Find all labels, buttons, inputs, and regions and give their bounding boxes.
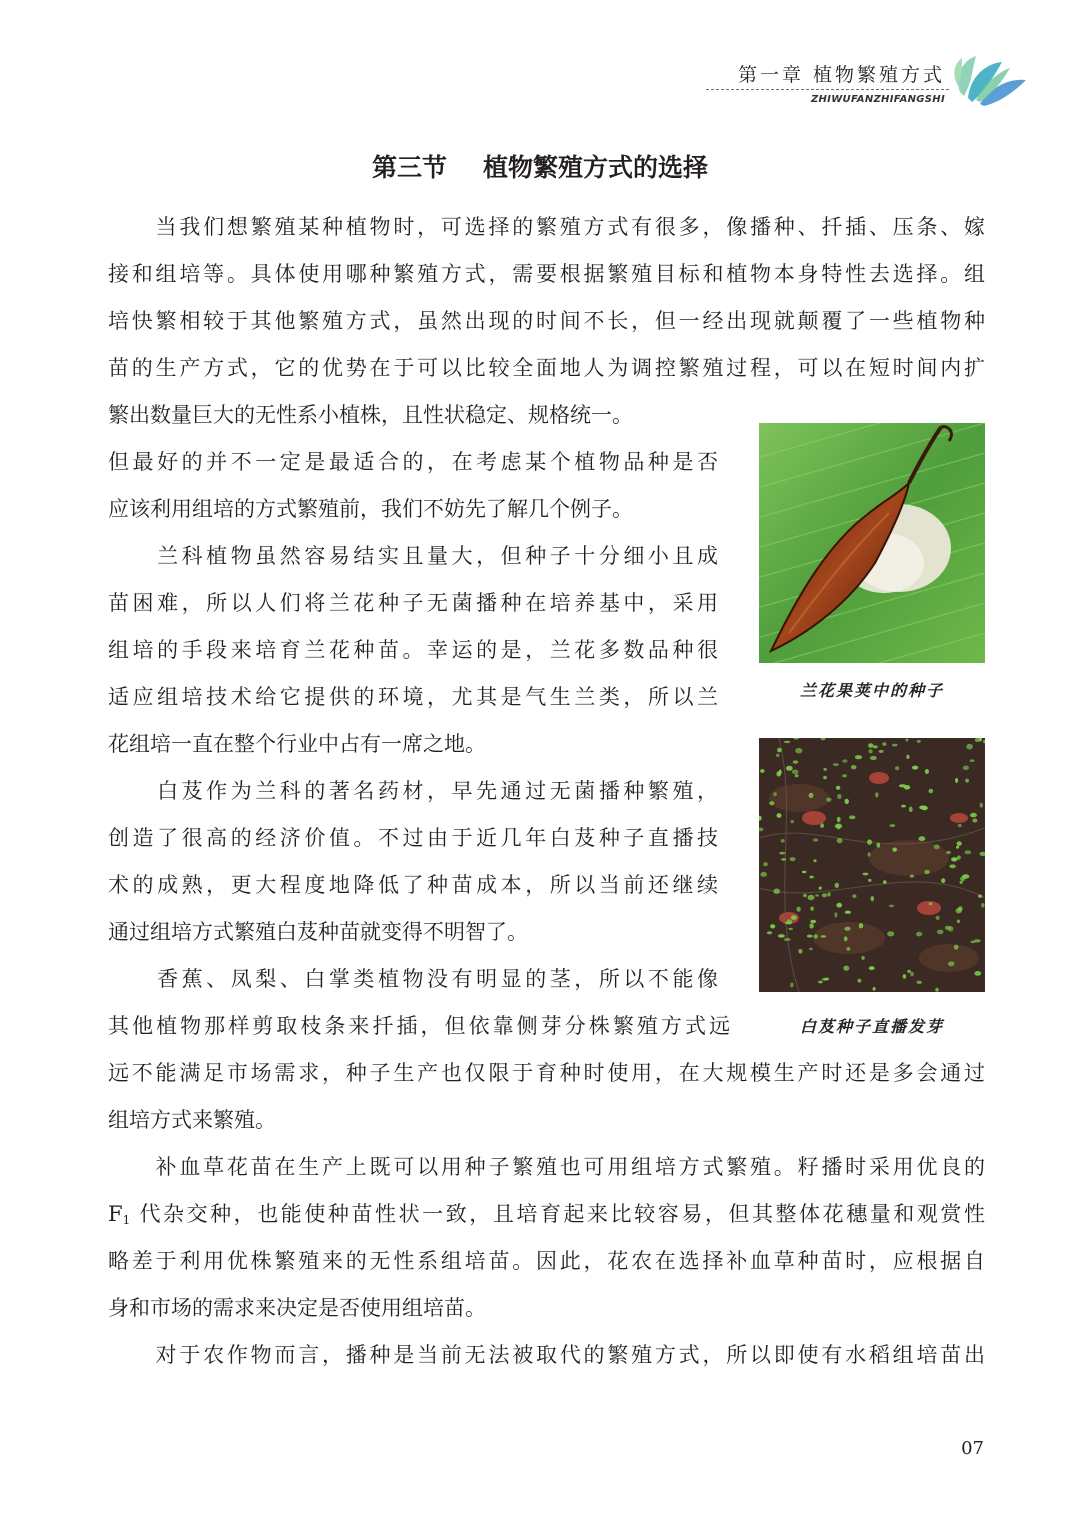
sprout-dot	[924, 870, 929, 874]
body-line: 香蕉、凤梨、白掌类植物没有明显的茎，所以不能像	[108, 967, 718, 991]
sprout-dot	[906, 755, 909, 759]
body-line: 白芨作为兰科的著名药材，早先通过无菌播种繁殖，	[108, 779, 718, 803]
sprout-dot	[790, 983, 793, 988]
section-number: 第三节	[371, 153, 447, 182]
sprout-dot	[822, 978, 828, 981]
sprout-dot	[873, 745, 878, 748]
sprout-dot	[803, 894, 807, 897]
sprout-dot	[916, 981, 922, 984]
sprout-dot	[956, 908, 962, 913]
sprout-dot	[798, 949, 802, 954]
sprout-dot	[859, 923, 863, 928]
body-line: 创造了很高的经济价值。不过由于近几年白芨种子直播技	[108, 826, 718, 850]
sprout-dot	[845, 911, 851, 914]
body-line: 花组培一直在整个行业中占有一席之地。	[108, 732, 486, 756]
sprout-dot	[954, 945, 959, 950]
sprout-dot	[773, 889, 780, 894]
sprout-dot	[910, 875, 914, 878]
sprout-dot	[978, 895, 982, 898]
sprout-dot	[851, 765, 857, 769]
sprout-dot	[889, 905, 894, 908]
sprout-dot	[970, 813, 977, 818]
sprout-dot	[871, 896, 875, 901]
sprout-dot	[934, 845, 940, 850]
sprout-dot	[892, 744, 898, 747]
sprout-dot	[777, 748, 782, 753]
sprout-dot	[909, 807, 913, 813]
sprout-dot	[960, 876, 965, 881]
section-name: 植物繁殖方式的选择	[483, 153, 709, 182]
sprout-dot	[792, 770, 799, 775]
sprout-dot	[958, 824, 962, 827]
sprout-dot	[810, 907, 814, 911]
sprout-dot	[784, 938, 791, 941]
sprout-dot	[760, 872, 767, 877]
sprout-dot	[892, 848, 897, 852]
sprout-dot	[795, 748, 802, 754]
sprout-dot	[875, 792, 878, 797]
sprout-dot	[820, 935, 826, 938]
sprout-dot	[844, 927, 850, 931]
body-line: 远不能满足市场需求，种子生产也仅限于育种时使用，在大规模生产时还是多会通过	[108, 1061, 985, 1085]
sprout-dot	[869, 966, 875, 970]
sprout-dot	[919, 806, 926, 810]
sprout-dot	[791, 915, 797, 920]
body-text: 代杂交种，也能使种苗性状一致，且培育起来比较容易，但其整体花穗量和观赏性	[130, 1202, 985, 1226]
sprout-dot	[972, 819, 977, 823]
sprout-dot	[787, 919, 793, 924]
page-number: 07	[961, 1438, 984, 1459]
sprout-dot	[956, 846, 959, 849]
chapter-title: 第一章 植物繁殖方式	[737, 64, 945, 86]
sprout-dot	[818, 981, 823, 984]
sprout-dot	[949, 864, 956, 868]
sprout-dot	[781, 858, 786, 860]
sprout-dot	[951, 857, 958, 861]
body-line: 但最好的并不一定是最适合的，在考虑某个植物品种是否	[108, 450, 718, 474]
sprout-dot	[855, 755, 862, 759]
sprout-dot	[974, 939, 981, 942]
sprout-dot	[965, 779, 969, 783]
f-label: F	[108, 1202, 123, 1226]
sprout-dot	[879, 750, 884, 753]
sprout-dot	[975, 738, 980, 742]
sprout-dot	[809, 876, 813, 879]
body-line: 术的成熟，更大程度地降低了种苗成本，所以当前还继续	[108, 873, 718, 897]
sprout-dot	[835, 824, 842, 829]
sprout-dot	[847, 947, 851, 951]
sprout-dot	[957, 841, 962, 846]
sprout-dot	[809, 923, 813, 928]
sprout-dot	[836, 903, 842, 908]
sprout-dot	[901, 805, 906, 808]
sprout-dot	[795, 774, 799, 777]
sprout-dot	[929, 902, 933, 905]
sprout-dot	[868, 743, 873, 748]
sprout-dot	[808, 895, 815, 900]
sprout-dot	[869, 749, 873, 753]
sprout-dot	[925, 769, 929, 774]
sprout-dot	[981, 903, 985, 908]
sprout-dot	[837, 817, 841, 822]
chapter-pinyin: ZHIWUFANZHIFANGSHI	[810, 94, 945, 105]
sprout-dot	[820, 823, 824, 828]
sprout-dot	[842, 759, 847, 762]
sprout-dot	[858, 979, 862, 983]
body-line: 苗困难，所以人们将兰花种子无菌播种在培养基中，采用	[108, 591, 718, 615]
sprout-dot	[945, 926, 951, 930]
sprout-dot	[827, 892, 830, 896]
sprout-dot	[907, 970, 910, 973]
sprout-dot	[844, 936, 848, 941]
sprout-dot	[882, 742, 886, 746]
sprout-dot	[810, 920, 816, 924]
sprout-dot	[837, 794, 841, 799]
header-divider	[706, 89, 949, 90]
sprout-dot	[935, 988, 939, 992]
sprout-dot	[763, 862, 768, 866]
sprout-dot	[819, 887, 822, 890]
sprout-dot	[867, 839, 872, 844]
sprout-dot	[834, 912, 837, 917]
f-subscript: 1	[122, 1213, 131, 1227]
sprout-dot	[883, 880, 887, 884]
sprout-dot	[773, 792, 777, 796]
sprout-dot	[835, 883, 839, 888]
sprout-dot	[861, 956, 864, 960]
sprout-dot	[823, 776, 827, 779]
body-line: 适应组培技术给它提供的环境，尤其是气生兰类，所以兰	[108, 685, 718, 709]
sprout-dot	[849, 815, 856, 819]
sprout-dot	[941, 878, 945, 883]
sprout-dot	[776, 754, 780, 757]
sprout-dot	[814, 934, 818, 938]
sprout-dot	[767, 931, 772, 934]
body-line: 组培的手段来培育兰花种苗。幸运的是，兰花多数品种很	[108, 638, 718, 662]
sprout-dot	[778, 934, 785, 938]
sprout-dot	[815, 894, 819, 896]
body-line-f1	[108, 1191, 985, 1244]
sprout-dot	[843, 966, 849, 971]
section-title	[0, 148, 1080, 184]
bletilla-sprouts-photo	[759, 738, 985, 992]
sprout-dot	[868, 852, 871, 856]
sprout-dot	[910, 972, 914, 977]
sprout-dot	[826, 798, 831, 802]
sprout-dot	[809, 948, 813, 951]
body-line: 略差于利用优株繁殖来的无性系组培苗。因此，花农在选择补血草种苗时，应根据自	[108, 1249, 985, 1273]
body-line: 接和组培等。具体使用哪种繁殖方式，需要根据繁殖目标和植物本身特性去选择。组	[108, 262, 985, 286]
sprout-dot	[845, 799, 849, 804]
body-line: 兰科植物虽然容易结实且量大，但种子十分细小且成	[108, 544, 718, 568]
sprout-dot	[937, 930, 944, 935]
body-line: 补血草花苗在生产上既可以用种子繁殖也可用组培方式繁殖。籽播时采用优良的	[108, 1155, 985, 1179]
sprout-dot	[793, 760, 799, 763]
sprout-dot	[779, 770, 782, 775]
sprout-dot	[980, 803, 983, 808]
sprout-dot	[965, 850, 972, 854]
sprout-dot	[870, 756, 877, 760]
sprout-dot	[760, 769, 764, 773]
sprout-dot	[788, 928, 793, 930]
sprout-dot	[833, 763, 839, 766]
sprout-dot	[781, 839, 785, 843]
sprout-dot	[936, 916, 940, 920]
sprout-dot	[955, 778, 958, 783]
leaf-decoration-icon	[950, 52, 1030, 108]
sprout-dot	[822, 893, 827, 897]
sprout-dot	[868, 879, 872, 882]
page-header	[0, 0, 1080, 110]
sprout-dot	[837, 838, 843, 843]
sprout-dot	[809, 793, 814, 798]
sprout-dot	[946, 851, 951, 854]
sprout-dot	[873, 987, 876, 991]
sprout-dot	[852, 894, 856, 898]
sprout-dot	[807, 935, 813, 938]
sprout-dot	[959, 881, 962, 884]
sprout-dot	[919, 836, 926, 841]
sprout-dot	[813, 838, 818, 841]
sprout-dot	[912, 766, 918, 770]
sprout-dot	[899, 784, 906, 787]
sprout-dot	[903, 974, 906, 978]
body-line: 培快繁相较于其他繁殖方式，虽然出现的时间不长，但一经出现就颠覆了一些植物种	[108, 309, 985, 333]
sprout-dot	[974, 971, 981, 976]
sprout-dot	[777, 813, 782, 818]
sprout-dot	[784, 741, 790, 743]
sprout-dot	[796, 907, 800, 912]
sprout-dot	[916, 932, 922, 937]
sprout-dot	[963, 766, 969, 771]
sprout-dot	[842, 774, 847, 777]
orchid-seed-pod-photo	[759, 423, 985, 663]
sprout-dot	[929, 789, 934, 794]
body-line: 组培方式来繁殖。	[108, 1108, 276, 1132]
body-line: 苗的生产方式，它的优势在于可以比较全面地人为调控繁殖过程，可以在短时间内扩	[108, 356, 985, 380]
sprout-dot	[970, 759, 975, 762]
sprout-dot	[877, 843, 881, 848]
figure-caption: 兰花果荚中的种子	[799, 681, 944, 700]
sprout-dot	[813, 859, 816, 862]
sprout-dot	[957, 920, 960, 924]
sprout-dot	[905, 739, 908, 742]
sprout-dot	[948, 961, 955, 966]
body-line: 繁出数量巨大的无性系小植株，且性状稳定、规格统一。	[108, 403, 633, 427]
body-line: 应该利用组培的方式繁殖前，我们不妨先了解几个例子。	[108, 497, 633, 521]
sprout-dot	[966, 744, 973, 750]
sprout-dot	[917, 740, 921, 743]
sprout-dot	[790, 857, 796, 861]
sprout-dot	[791, 820, 794, 823]
sprout-dot	[802, 871, 806, 873]
sprout-dot	[863, 873, 869, 876]
sprout-dot	[770, 924, 775, 928]
sprout-dot	[823, 768, 827, 771]
sprout-dot	[836, 786, 840, 790]
sprout-dot	[890, 824, 896, 827]
body-line: 对于农作物而言，播种是当前无法被取代的繁殖方式，所以即使有水稻组培苗出	[108, 1343, 985, 1367]
sprout-dot	[779, 852, 785, 855]
body-line: 当我们想繁殖某种植物时，可选择的繁殖方式有很多，像播种、扦插、压条、嫁	[108, 215, 985, 239]
sprout-dot	[786, 766, 793, 771]
body-line: 身和市场的需求来决定是否使用组培苗。	[108, 1296, 486, 1320]
sprout-dot	[895, 766, 899, 770]
body-line: 其他植物那样剪取枝条来扦插，但依靠侧芽分株繁殖方式远	[108, 1014, 730, 1038]
sprout-dot	[769, 801, 774, 805]
body-line: 通过组培方式繁殖白芨种苗就变得不明智了。	[108, 920, 528, 944]
figure-caption: 白芨种子直播发芽	[799, 1017, 944, 1036]
sprout-dot	[887, 931, 894, 936]
